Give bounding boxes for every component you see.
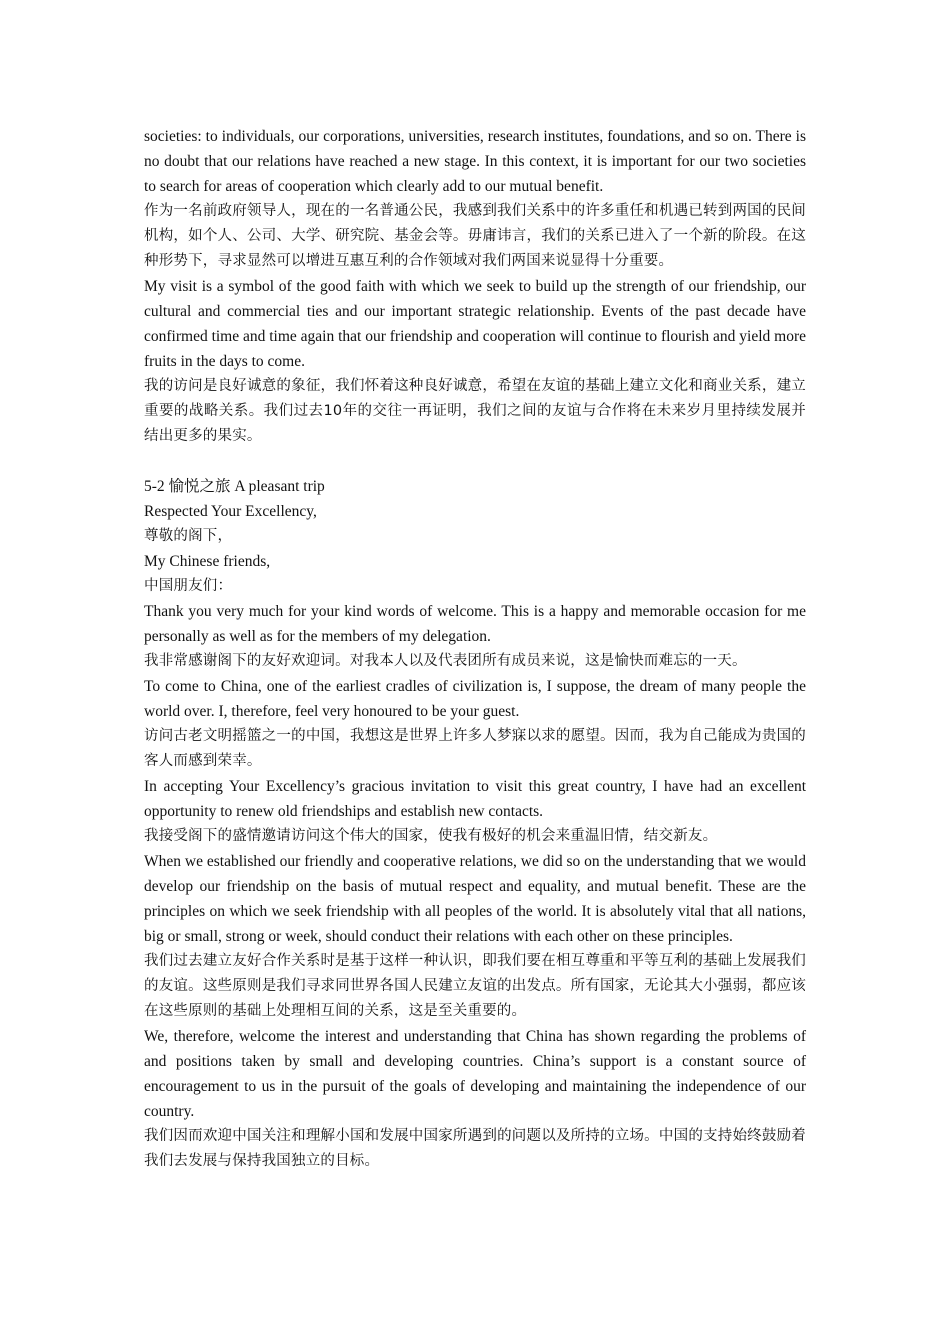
paragraph-en-principles: When we established our friendly and cooperative relations, we did so on the understanding that we would develop our friendship on the basis of mutual respect and equality, and mutual benefit. These are the principles on which we seek friendship with all peoples of the world. It is absolutely vital that all nations, big or small, strong or week, should conduct their relations with each other on these principles. [144, 853, 806, 945]
paragraph-zh-principles: 我们过去建立友好合作关系时是基于这样一种认识，即我们要在相互尊重和平等互利的基础上发展我们的友谊。这些原则是我们寻求同世界各国人民建立友谊的出发点。所有国家，无论其大小强弱，都应该在这些原则的基础上处理相互间的关系，这是至关重要的。 [144, 953, 806, 1019]
salutation-zh-friends: 中国朋友们： [144, 578, 233, 594]
paragraph-zh-support: 我们因而欢迎中国关注和理解小国和发展中国家所遇到的问题以及所持的立场。中国的支持始终鼓励着我们去发展与保持我国独立的目标。 [144, 1128, 806, 1169]
paragraph-zh-cradle: 访问古老文明摇篮之一的中国，我想这是世界上许多人梦寐以求的愿望。因而，我为自己能成为贵国的客人而感到荣幸。 [144, 728, 806, 769]
salutation-zh-excellency: 尊敬的阁下， [144, 528, 233, 544]
document-page [144, 124, 806, 1174]
paragraph-zh-invitation: 我接受阁下的盛情邀请访问这个伟大的国家，使我有极好的机会来重温旧情，结交新友。 [144, 828, 718, 844]
paragraph-en-cradle: To come to China, one of the earliest cradles of civilization is, I suppose, the dream of many people the world over. I, therefore, feel very honoured to be your guest. [144, 678, 806, 720]
section-heading: 5-2 愉悦之旅 A pleasant trip [144, 478, 325, 495]
section-gap [144, 449, 806, 474]
paragraph-en-thanks: Thank you very much for your kind words of welcome. This is a happy and memorable occasion for me personally as well as for the members of my delegation. [144, 603, 806, 645]
paragraph-en-societies: societies: to individuals, our corporations, universities, research institutes, foundations, and so on. There is no doubt that our relations have reached a new stage. In this context, it is important for our two societies to search for areas of cooperation which clearly add to our mutual benefit. [144, 128, 806, 195]
paragraph-zh-societies: 作为一名前政府领导人，现在的一名普通公民，我感到我们关系中的许多重任和机遇已转到两国的民间机构，如个人、公司、大学、研究院、基金会等。毋庸讳言，我们的关系已进入了一个新的阶段。在这种形势下，寻求显然可以增进互惠互利的合作领域对我们两国来说显得十分重要。 [144, 203, 806, 269]
salutation-en-excellency: Respected Your Excellency, [144, 503, 317, 520]
paragraph-zh-visit: 我的访问是良好诚意的象征，我们怀着这种良好诚意，希望在友谊的基础上建立文化和商业关系，建立重要的战略关系。我们过去10年的交往一再证明，我们之间的友谊与合作将在未来岁月里持续发展并结出更多的果实。 [144, 378, 806, 444]
paragraph-en-support: We, therefore, welcome the interest and understanding that China has shown regarding the problems of and positions taken by small and developing countries. China’s support is a constant source of encouragement to us in the pursuit of the goals of developing and maintaining the independence of our country. [144, 1028, 806, 1120]
paragraph-en-visit: My visit is a symbol of the good faith with which we seek to build up the strength of our friendship, our cultural and commercial ties and our important strategic relationship. Events of the past decade have confirmed time and time again that our friendship and cooperation will continue to flourish and yield more fruits in the days to come. [144, 278, 807, 370]
salutation-en-friends: My Chinese friends, [144, 553, 271, 570]
paragraph-zh-thanks: 我非常感谢阁下的友好欢迎词。对我本人以及代表团所有成员来说，这是愉快而难忘的一天。 [144, 653, 747, 669]
paragraph-en-invitation: In accepting Your Excellency’s gracious invitation to visit this great country, I have had an excellent opportunity to renew old friendships and establish new contacts. [144, 778, 806, 820]
